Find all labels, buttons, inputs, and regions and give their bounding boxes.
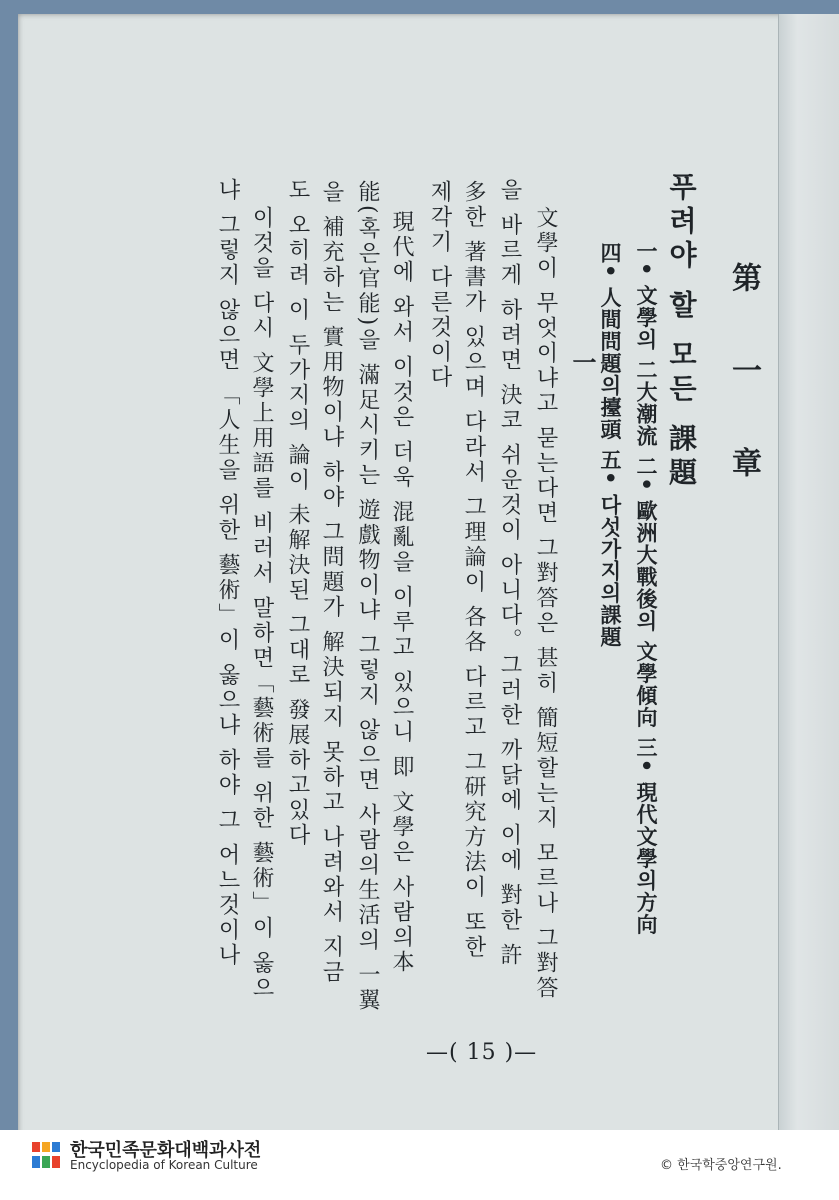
contents-line-1: 一• 文學의 二大潮流 二• 歐洲大戰後의 文學傾向 三• 現代文學의方向 [634, 240, 659, 936]
facing-page-edge [778, 14, 839, 1190]
logo-english-text: Encyclopedia of Korean Culture [70, 1158, 258, 1172]
body-line-9: 이것을 다시 文學上用語를 비러서 말하면「藝術를 위한 藝術」이 옳으 [249, 206, 274, 1001]
chapter-title: 푸려야 할 모든 課題 [665, 172, 698, 492]
body-line-8: 도 오히려 이 두가지의 論이 未解決된 그대로 發展하고있다 [285, 178, 310, 848]
copyright-notice: © 한국학중앙연구원. [660, 1158, 782, 1173]
body-line-6: 能(혹은官能)을 滿足시키는 遊戲物이냐 그렇지 않으면 사람의生活의 一翼 [355, 180, 380, 1014]
encyclopedia-logo-icon [30, 1138, 64, 1172]
body-line-1: 文學이 무엇이냐고 묻는다면 그對答은 甚히 簡短할는지 모르나 그對答 [533, 206, 558, 1001]
body-line-3: 多한 著書가 있으며 다라서 그理論이 各各 다르고 그研究方法이 또한 [461, 180, 486, 960]
chapter-heading: 第 一 章 [726, 262, 761, 503]
body-line-5: 現代에 와서 이것은 더욱 混亂을 이루고 있으니 即 文學은 사람의本 [389, 210, 414, 975]
body-line-10: 냐 그렇지 않으면 「人生을 위한 藝術」이 옳으냐 하야 그 어느것이나 [215, 178, 240, 968]
body-line-2: 을 바르게 하려면 決코 쉬운것이 아니다。그러한 까닭에 이에 對한 許 [497, 178, 522, 968]
page-number: —( 15 )— [426, 1040, 538, 1065]
section-number: 一 [568, 350, 597, 376]
body-line-7: 을 補充하는 實用物이냐 하야 그問題가 解決되지 못하고 나려와서 지금 [319, 180, 344, 985]
body-line-4: 제각기 다른것이다 [427, 180, 452, 390]
contents-line-2: 四• 人間問題의擡頭 五• 다섯가지의課題 [598, 242, 623, 648]
logo-korean-text: 한국민족문화대백과사전 [70, 1140, 262, 1161]
